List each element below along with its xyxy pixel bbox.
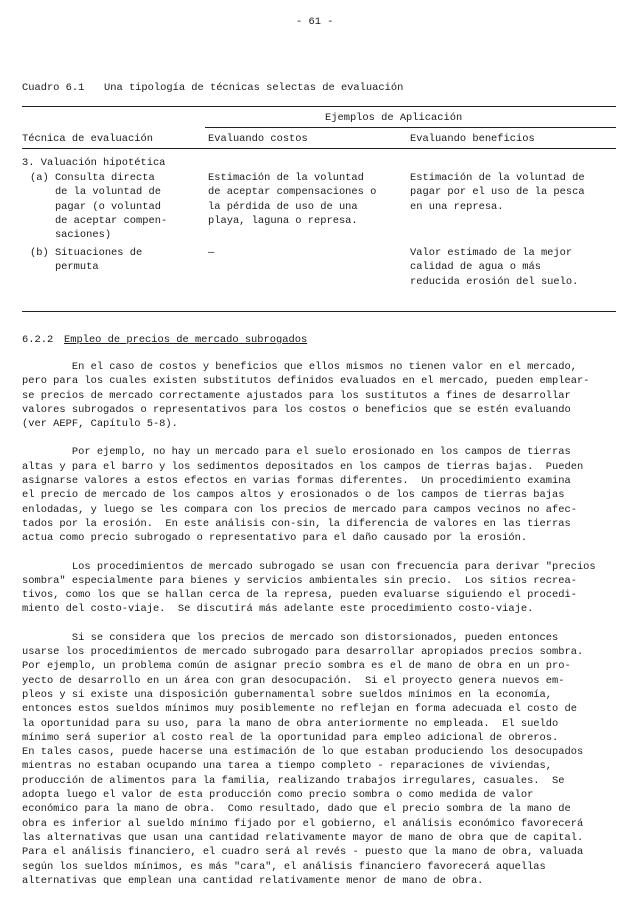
paragraph [22,445,612,545]
paragraph-line: según los sueldos mínimos, es más "cara", el análisis financiero favorecerá aquellas [22,860,546,873]
paragraph-line: el precio de mercado de los campos altos y erosionados o de los campos de tierras bajas [22,489,565,502]
paragraph-line: alternativas que emplean una cantidad relativamente menor de mano de obra. [22,874,484,887]
group-header: Ejemplos de Aplicación [325,112,463,124]
header-technique: Técnica de evaluación [22,133,153,145]
paragraph-line: se precios de mercado correctamente ajustados para los sustitutos a fines de desarrollar [22,389,571,402]
body-text [22,360,612,902]
paragraph-line: yecto de desarrollo en un área con gran desocupación. Si el proyecto genera nuevos em- [22,674,565,687]
page-number: - 61 - [296,16,334,28]
paragraph-line: obra es inferior al sueldo mínimo fijado por el gobierno, el análisis económico favorecerá [22,817,584,830]
header-benefits: Evaluando beneficios [410,133,535,145]
cell-line: calidad de agua o más [410,261,541,274]
caption-label: Cuadro 6.1 [22,82,85,94]
paragraph-line: valores subrogados o representativos para los costos o beneficios que se estén evaluando [22,403,571,416]
cell-line: de la voluntad de [30,186,161,199]
paragraph-line: Si se considera que los precios de mercado son distorsionados, pueden entonces [22,631,559,644]
paragraph-line: Para el análisis financiero, el cuadro será al revés - puesto que la mano de obra, valuada [22,846,584,859]
row-a-benefits [410,171,585,214]
cell-line: — [208,247,215,259]
paragraph-line: pleos y si existe una disposición gubernamental sobre sueldos mínimos en la economía, [22,688,553,701]
paragraph-line: adopta luego el valor de esta producción como precio sombra o como medida de valor [22,789,534,802]
paragraph [22,631,612,888]
cell-line: Estimación de la voluntad de [410,172,585,184]
cell-line: (a) Consulta directa [30,172,155,184]
paragraph-line: económico para la mano de obra. Como resultado, dado que el precio sombra de la mano de [22,803,571,816]
cell-line: playa, laguna o represa. [208,214,358,227]
header-rule [22,148,616,149]
row-b-benefits [410,246,578,289]
row-a-technique [30,171,167,242]
paragraph-line: producción de alimentos para la familia, realizando trabajos irregulares, casuales. Se [22,774,565,787]
paragraph-line: Por ejemplo, no hay un mercado para el suelo erosionado en los campos de tierras [22,446,571,459]
paragraph-line: miento del costo-viaje. Se discutirá más adelante este procedimiento costo-viaje. [22,603,534,616]
paragraph-line: altas y para el barro y los sedimentos depositados en los campos de tierras bajas. Pueden [22,460,584,473]
paragraph-line: entonces estos sueldos mínimos muy posiblemente no reflejan en forma adecuada el costo de [22,703,577,716]
cell-line: pagar por el uso de la pesca [410,186,585,199]
cell-line: pagar (o voluntad [30,200,161,213]
paragraph-line: mientras no estaban ocupando una tarea a tiempo completo - reparaciones de viviendas, [22,760,553,773]
paragraph-line: (ver AEPF, Capítulo 5-8). [22,418,178,431]
paragraph-line: la oportunidad para su uso, para la mano de obra anteriormente no empleada. El sueldo [22,717,559,730]
cell-line: Valor estimado de la mejor [410,247,573,259]
row-b-technique [30,246,142,275]
caption-title: Una tipología de técnicas selectas de evaluación [104,82,404,94]
paragraph-line: tivos, como los que se hallan cerca de la represa, pueden evaluarse siguiendo el procedi- [22,589,577,602]
paragraph [22,360,612,431]
paragraph-line: mínimo será superior al costo real de la oportunidad para empleo adicional de obreros. [22,731,559,744]
table-bottom-rule [22,311,616,312]
paragraph-line: enlodadas, y luego se les compara con los precios de mercado para campos vecinos no afec- [22,503,577,516]
paragraph-line: usarse los procedimientos de mercado subrogado para desarrollar apropiados precios sombra. [22,646,584,659]
header-costs: Evaluando costos [208,133,308,145]
paragraph-line: Los procedimientos de mercado subrogado se usan con frecuencia para derivar "precios [22,560,596,573]
group-header-rule [205,127,616,128]
cell-line: de aceptar compen- [30,214,168,227]
paragraph-line: las alternativas que usan una cantidad relativamente mayor de mano de obra que de capital. [22,831,584,844]
cell-line: reducida erosión del suelo. [410,275,579,288]
cell-line: de aceptar compensaciones o [208,186,377,199]
cell-line: en una represa. [410,200,504,213]
paragraph [22,560,612,617]
paragraph-line: Por ejemplo, un problema común de asignar precio sombra es el de mano de obra en un pro- [22,660,571,673]
paragraph-line: tados por la erosión. En este análisis con-sin, la diferencia de valores en las tierras [22,517,571,530]
section-title: Empleo de precios de mercado subrogados [64,334,308,346]
paragraph-line: En el caso de costos y beneficios que ellos mismos no tienen valor en el mercado, [22,361,577,373]
cell-line: la pérdida de uso de una [208,200,358,213]
row-b-costs [208,246,214,260]
cell-line: (b) Situaciones de [30,247,143,259]
section-number: 6.2.2 [22,334,54,346]
paragraph-line: actua como precio subrogado o representativo para el daño causado por la erosión. [22,532,528,545]
cell-line: permuta [30,261,99,274]
cell-line: saciones) [30,229,112,242]
cell-line: Estimación de la voluntad [208,172,364,184]
row-a-costs [208,171,376,228]
table-top-rule [22,106,616,107]
paragraph-line: sombra" especialmente para bienes y servicios ambientales sin precio. Los sitios recrea- [22,574,577,587]
paragraph-line: pero para los cuales existen substitutos definidos evaluados en el mercado, pueden emplear- [22,375,590,388]
paragraph-line: asignarse valores a estos efectos en varias formas diferentes. Un procedimiento examina [22,475,571,488]
paragraph-line: En tales casos, puede hacerse una estimación de lo que estaban produciendo los desocupados [22,746,584,759]
table-section-title: 3. Valuación hipotética [22,157,166,169]
